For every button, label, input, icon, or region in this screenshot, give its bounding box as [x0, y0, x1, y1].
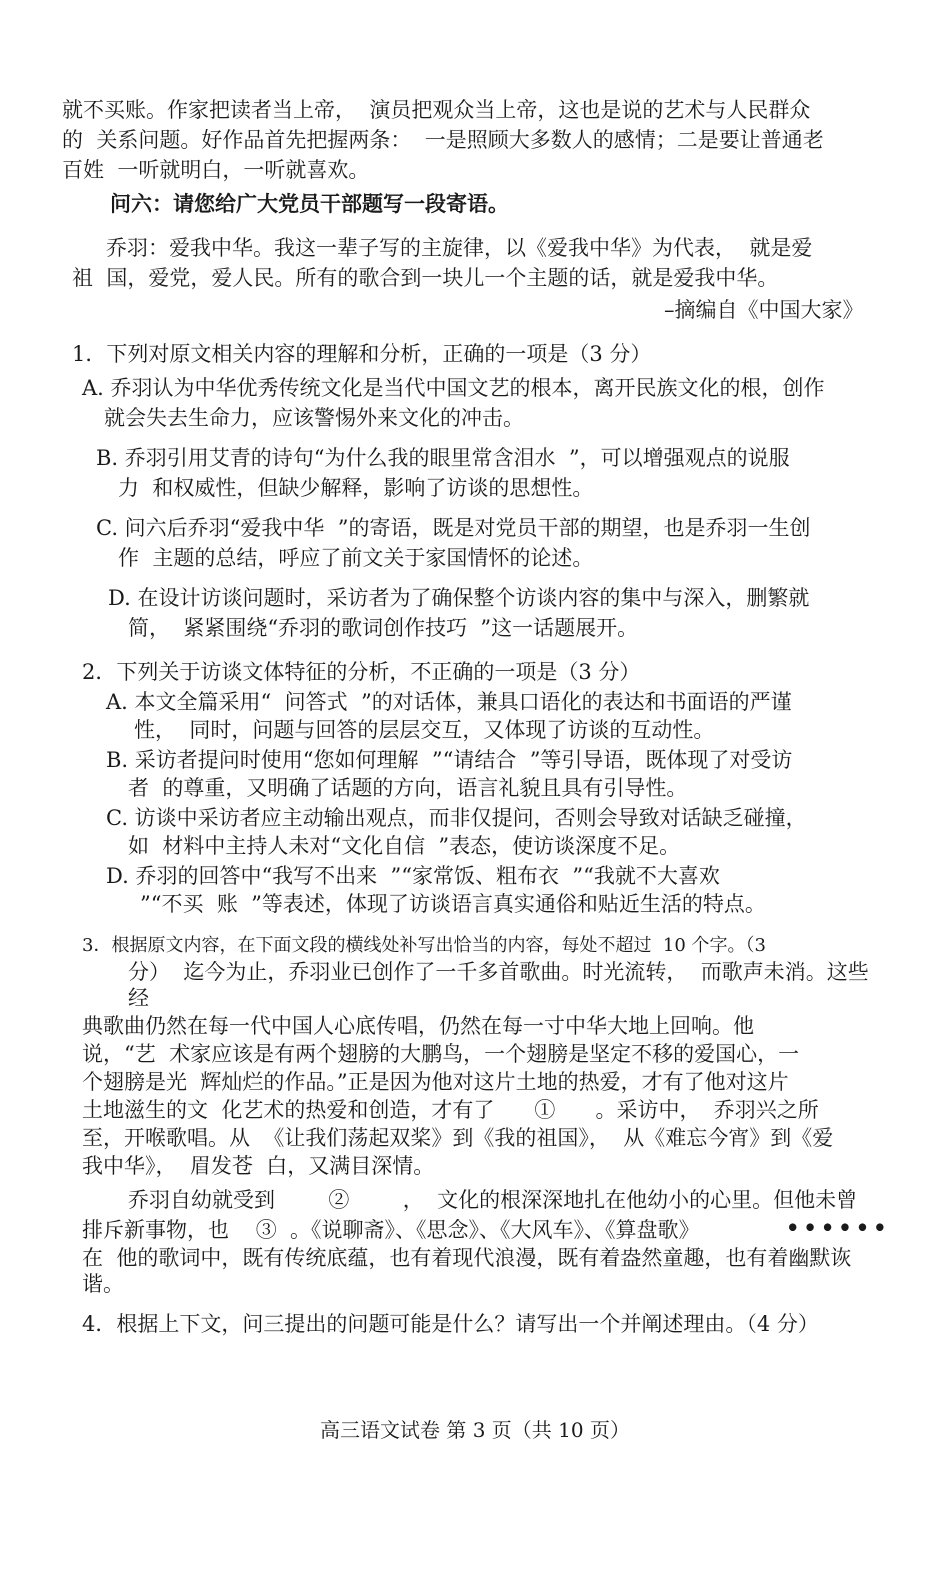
question-six-heading: 问六：请您给广大党员干部题写一段寄语。: [110, 191, 509, 216]
passage-line: 的 关系问题。好作品首先把握两条： 一是照顾大多数人的感情；二是要让普通老: [62, 128, 824, 152]
q4-stem: 4．根据上下文，问三提出的问题可能是什么？请写出一个并阐述理由。（4 分）: [82, 1312, 819, 1336]
q2-option-a-cont: 性， 同时，问题与回答的层层交互，又体现了访谈的互动性。: [134, 718, 715, 742]
q2-option-c-cont: 如 材料中主持人未对“文化自信 ”表态，使访谈深度不足。: [128, 834, 681, 858]
q2-option-a: A. 本文全篇采用“ 问答式 ”的对话体，兼具口语化的表达和书面语的严谨: [106, 690, 792, 714]
q1-option-a: A. 乔羽认为中华优秀传统文化是当代中国文艺的根本，离开民族文化的根，创作: [82, 376, 825, 400]
q3-stem-line2: 分） 迄今为止，乔羽业已创作了一千多首歌曲。时光流转， 而歌声未消。这些: [128, 960, 869, 984]
q3-stem: 3．根据原文内容，在下面文段的横线处补写出恰当的内容，每处不超过 10 个字。（3: [82, 935, 766, 956]
q3-paragraph-line: 我中华》， 眉发苍 白，又满目深情。: [82, 1154, 435, 1178]
q1-option-c-cont: 作 主题的总结，呼应了前文关于家国情怀的论述。: [118, 546, 594, 570]
q1-option-b-cont: 力 和权威性，但缺少解释，影响了访谈的思想性。: [118, 476, 594, 500]
source-citation: –摘编自《中国大家》: [664, 298, 864, 322]
q1-stem: 1．下列对原文相关内容的理解和分析，正确的一项是（3 分）: [72, 342, 652, 366]
page-footer: 高三语文试卷 第 3 页（共 10 页）: [320, 1418, 630, 1442]
q3-stem-line3: 经: [128, 986, 149, 1010]
q2-option-d-cont: ”“不买 账 ”等表述，体现了访谈语言真实通俗和贴近生活的特点。: [140, 892, 766, 916]
q3-paragraph-line: 谐。: [82, 1272, 124, 1296]
q2-option-b: B. 采访者提问时使用“您如何理解 ”“请结合 ”等引导语，既体现了对受访: [106, 748, 793, 772]
q1-option-d: D. 在设计访谈问题时，采访者为了确保整个访谈内容的集中与深入，删繁就: [108, 586, 810, 610]
q2-option-b-cont: 者 的尊重，又明确了话题的方向，语言礼貌且具有引导性。: [128, 776, 688, 800]
passage-line: 百姓 一听就明白，一听就喜欢。: [62, 158, 370, 182]
answer-line: 祖 国，爱党，爱人民。所有的歌合到一块儿一个主题的话，就是爱我中华。: [72, 266, 779, 290]
q2-stem: 2．下列关于访谈文体特征的分析，不正确的一项是（3 分）: [82, 660, 641, 684]
q1-option-b: B. 乔羽引用艾青的诗句“为什么我的眼里常含泪水 ”，可以增强观点的说服: [96, 446, 790, 470]
q1-option-a-cont: 就会失去生命力，应该警惕外来文化的冲击。: [104, 406, 524, 430]
q3-paragraph-line: 典歌曲仍然在每一代中国人心底传唱，仍然在每一寸中华大地上回响。他: [82, 1014, 754, 1038]
q1-option-d-cont: 简， 紧紧围绕“乔羽的歌词创作技巧 ”这一话题展开。: [128, 616, 639, 640]
q2-option-c: C. 访谈中采访者应主动输出观点，而非仅提问，否则会导致对话缺乏碰撞，: [106, 806, 807, 830]
q3-paragraph-line: 个翅膀是光 辉灿烂的作品。”正是因为他对这片土地的热爱，才有了他对这片: [82, 1070, 789, 1094]
q3-paragraph-line: 至，开喉歌唱。从 《让我们荡起双桨》到《我的祖国》， 从《难忘今宵》到《爱: [82, 1126, 834, 1150]
q3-paragraph-line: 在 他的歌词中，既有传统底蕴，也有着现代浪漫，既有着盎然童趣，也有着幽默诙: [82, 1246, 852, 1270]
ellipsis-dots: ••••••: [786, 1215, 891, 1240]
q2-option-d: D. 乔羽的回答中“我写不出来 ”“家常饭、粗布衣 ”“我就不大喜欢: [106, 864, 720, 888]
q1-option-c: C. 问六后乔羽“爱我中华 ”的寄语，既是对党员干部的期望，也是乔羽一生创: [96, 516, 811, 540]
q3-paragraph-line: 乔羽自幼就受到 ② ， 文化的根深深地扎在他幼小的心里。但他未曾: [128, 1188, 858, 1212]
q3-paragraph-line: 说，“艺 术家应该是有两个翅膀的大鹏鸟，一个翅膀是坚定不移的爱国心，一: [82, 1042, 800, 1066]
q3-paragraph-line: 排斥新事物，也 ③ 。《说聊斋》、《思念》、《大风车》、《算盘歌》: [82, 1218, 700, 1242]
answer-line: 乔羽：爱我中华。我这一辈子写的主旋律，以《爱我中华》为代表， 就是爱: [106, 236, 813, 260]
q3-paragraph-line: 土地滋生的文 化艺术的热爱和创造，才有了 ① 。采访中， 乔羽兴之所: [82, 1098, 819, 1122]
passage-line: 就不买账。作家把读者当上帝， 演员把观众当上帝，这也是说的艺术与人民群众: [62, 98, 811, 122]
